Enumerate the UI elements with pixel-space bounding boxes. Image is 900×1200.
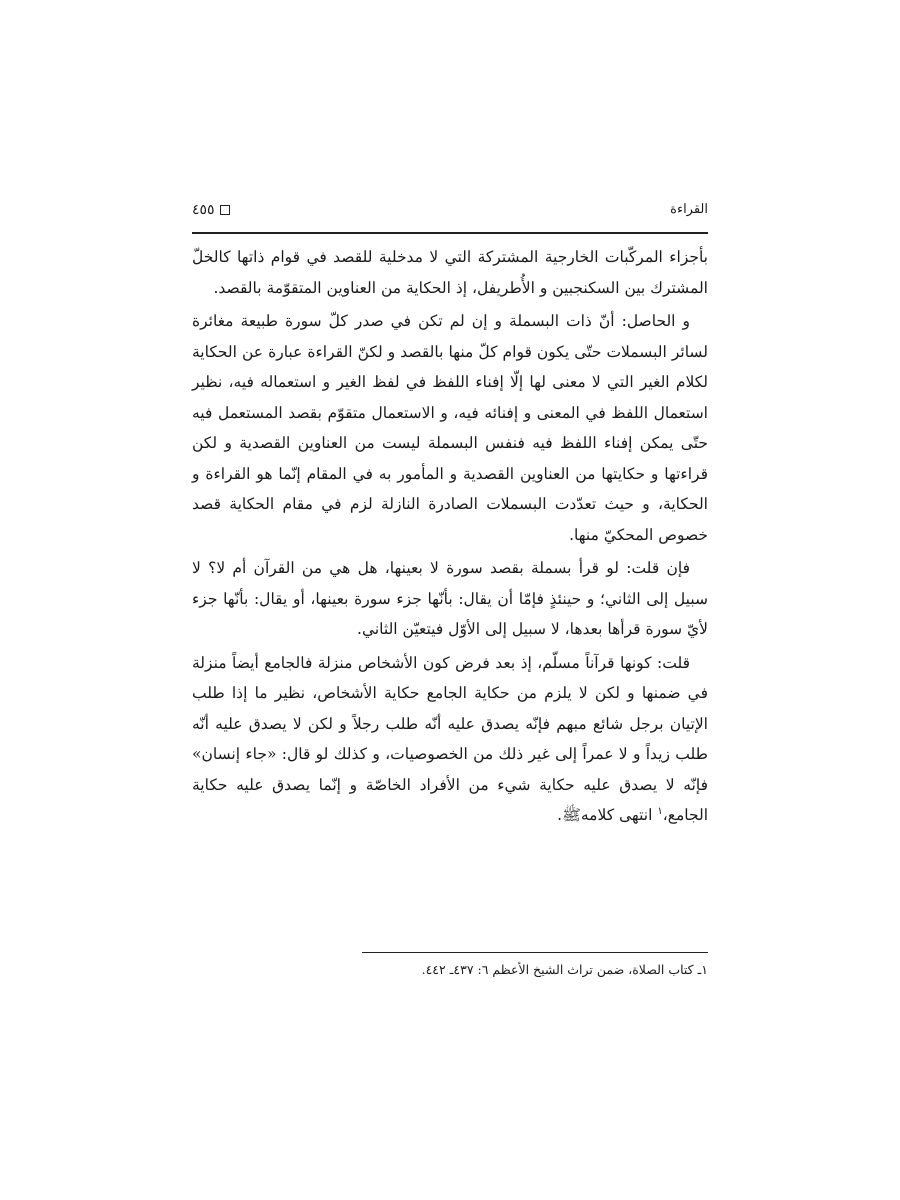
page-number: ٤٥٥ bbox=[192, 202, 215, 218]
footnote: ١ـ كتاب الصلاة، ضمن تراث الشيخ الأعظم ٦: ٤٣٧ـ ٤٤٢. bbox=[421, 962, 708, 977]
header-divider bbox=[192, 232, 708, 234]
honorific-glyph: ﷺ bbox=[562, 806, 581, 824]
square-ornament-icon bbox=[220, 205, 230, 215]
paragraph: فإن قلت: لو قرأ بسملة بقصد سورة لا بعينها، هل هي من القرآن أم لا؟ لا سبيل إلى الثاني؛ و حينئذٍ فإمّا أن يقال: بأنّها جزء سورة بعينها، أو يقال: بأنّها جزء لأيّ سورة قرأها بعدها، لا سبيل إلى الأوّل فيتعيّن الثاني. bbox=[192, 559, 708, 638]
chapter-title: القراءة bbox=[670, 202, 708, 217]
closing-phrase: انتهى كلامه bbox=[580, 806, 653, 824]
running-header bbox=[192, 200, 708, 226]
paragraph: بأجزاء المركّبات الخارجية المشتركة التي لا مدخلية للقصد في قوام ذاتها كالخلّ المشترك بين السكنجبين و الأُطريفل، إذ الحكاية من العناوين المتقوّمة بالقصد. bbox=[192, 248, 708, 297]
footnote-divider bbox=[362, 952, 708, 953]
closing-period: . bbox=[557, 806, 563, 824]
paragraph bbox=[192, 648, 708, 831]
page-number-block bbox=[192, 200, 230, 220]
main-text bbox=[192, 242, 708, 831]
footnote-marker: ١ bbox=[657, 805, 663, 817]
paragraph-text: قلت: كونها قرآناً مسلّم، إذ بعد فرض كون الأشخاص منزلة فالجامع أيضاً منزلة في ضمنها و لكن لا يلزم من حكاية الجامع حكاية الأشخاص، نظير ما إذا طلب الإتيان برجل شائع مبهم فإنّه يصدق عليه أنّه طلب رجلاً و لكن لا يصدق عليه أنّه طلب زيداً و لا عمراً إلى غير ذلك من الخصوصيات، و كذلك لو قال: «جاء إنسان» فإنّه لا يصدق عليه حكاية شيء من الأفراد الخاصّة و إنّما يصدق عليه حكاية الجامع، bbox=[192, 653, 708, 824]
paragraph: و الحاصل: أنّ ذات البسملة و إن لم تكن في صدر كلّ سورة طبيعة مغائرة لسائر البسملات حتّى يكون قوام كلّ منها بالقصد و لكنّ القراءة عبارة عن الحكاية لكلام الغير التي لا معنى لها إلّا إفناء اللفظ في لفظ الغير و استعماله فيه، نظير استعمال اللفظ في المعنى و إفنائه فيه، و الاستعمال متقوّم بقصد المستعمل فيه حتّى يمكن إفناء اللفظ فيه فنفس البسملة ليست من العناوين القصدية و لكن قراءتها و حكايتها من العناوين القصدية و المأمور به في المقام إنّما هو القراءة و الحكاية، و حيث تعدّدت البسملات الصادرة النازلة لزم في مقام الحكاية قصد خصوص المحكيّ منها. bbox=[192, 312, 708, 544]
